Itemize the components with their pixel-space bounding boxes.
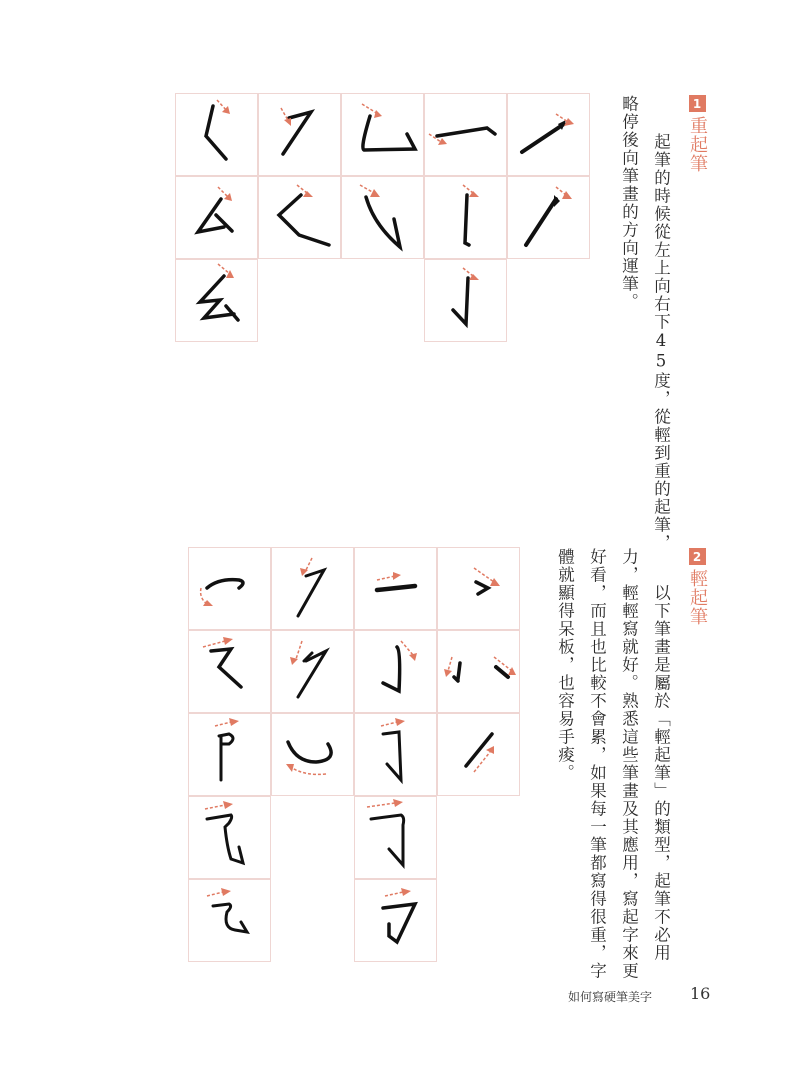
stroke-cell bbox=[424, 259, 507, 342]
stroke-cell bbox=[424, 176, 507, 259]
stroke-illustration bbox=[342, 94, 425, 177]
section-1-header bbox=[684, 95, 710, 173]
paragraph-line: 略停後向筆畫的方向運筆。 bbox=[619, 95, 639, 311]
stroke-cell bbox=[175, 259, 258, 342]
stroke-cell bbox=[437, 713, 520, 796]
stroke-cell bbox=[271, 547, 354, 630]
stroke-illustration bbox=[259, 177, 342, 260]
stroke-illustration bbox=[189, 880, 272, 963]
stroke-illustration bbox=[355, 797, 438, 880]
stroke-illustration bbox=[272, 548, 355, 631]
paragraph-line: 體就顯得呆板，也容易手痠。 bbox=[555, 548, 575, 782]
stroke-illustration bbox=[355, 548, 438, 631]
stroke-cell bbox=[507, 93, 590, 176]
section-title: 重起筆 bbox=[687, 116, 708, 173]
section-number-badge: 2 bbox=[689, 548, 706, 565]
stroke-illustration bbox=[438, 548, 521, 631]
stroke-cell bbox=[175, 93, 258, 176]
stroke-illustration bbox=[259, 94, 342, 177]
stroke-cell bbox=[341, 176, 424, 259]
paragraph-line: 以下筆畫是屬於「輕起筆」的類型，起筆不必用 bbox=[651, 584, 671, 962]
stroke-illustration bbox=[189, 631, 272, 714]
stroke-illustration bbox=[425, 260, 508, 343]
stroke-cell bbox=[354, 547, 437, 630]
paragraph-line: 力，輕輕寫就好。熟悉這些筆畫及其應用，寫起字來更 bbox=[619, 548, 639, 980]
paragraph-line: 好看，而且也比較不會累，如果每一筆都寫得很重，字 bbox=[587, 548, 607, 980]
stroke-cell bbox=[188, 547, 271, 630]
stroke-illustration bbox=[189, 548, 272, 631]
stroke-cell bbox=[258, 93, 341, 176]
stroke-cell bbox=[437, 630, 520, 713]
stroke-illustration bbox=[189, 714, 272, 797]
stroke-cell bbox=[437, 547, 520, 630]
stroke-illustration bbox=[355, 714, 438, 797]
stroke-cell bbox=[354, 796, 437, 879]
stroke-cell bbox=[188, 796, 271, 879]
stroke-cell bbox=[341, 93, 424, 176]
section-number-badge: 1 bbox=[689, 95, 706, 112]
stroke-illustration bbox=[342, 177, 425, 260]
stroke-illustration bbox=[272, 631, 355, 714]
stroke-cell bbox=[507, 176, 590, 259]
stroke-illustration bbox=[176, 177, 259, 260]
stroke-illustration bbox=[189, 797, 272, 880]
stroke-cell bbox=[271, 713, 354, 796]
stroke-illustration bbox=[438, 631, 521, 714]
paragraph-line: 起筆的時候從左上向右下45度，從輕到重的起筆， bbox=[651, 133, 671, 552]
stroke-illustration bbox=[355, 880, 438, 963]
stroke-cell bbox=[354, 630, 437, 713]
stroke-cell bbox=[271, 630, 354, 713]
stroke-illustration bbox=[508, 94, 591, 177]
stroke-illustration bbox=[508, 177, 591, 260]
stroke-cell bbox=[354, 879, 437, 962]
stroke-illustration bbox=[272, 714, 355, 797]
stroke-cell bbox=[354, 713, 437, 796]
stroke-illustration bbox=[176, 94, 259, 177]
section-title: 輕起筆 bbox=[687, 569, 708, 626]
stroke-cell bbox=[188, 879, 271, 962]
stroke-illustration bbox=[355, 631, 438, 714]
running-footer-book-title: 如何寫硬筆美字 bbox=[568, 990, 653, 1004]
stroke-illustration bbox=[438, 714, 521, 797]
stroke-cell bbox=[188, 630, 271, 713]
stroke-cell bbox=[175, 176, 258, 259]
page-number: 16 bbox=[690, 984, 711, 1003]
stroke-illustration bbox=[425, 94, 508, 177]
stroke-cell bbox=[258, 176, 341, 259]
stroke-cell bbox=[424, 93, 507, 176]
stroke-cell bbox=[188, 713, 271, 796]
stroke-illustration bbox=[176, 260, 259, 343]
section-2-header bbox=[684, 548, 710, 626]
stroke-illustration bbox=[425, 177, 508, 260]
